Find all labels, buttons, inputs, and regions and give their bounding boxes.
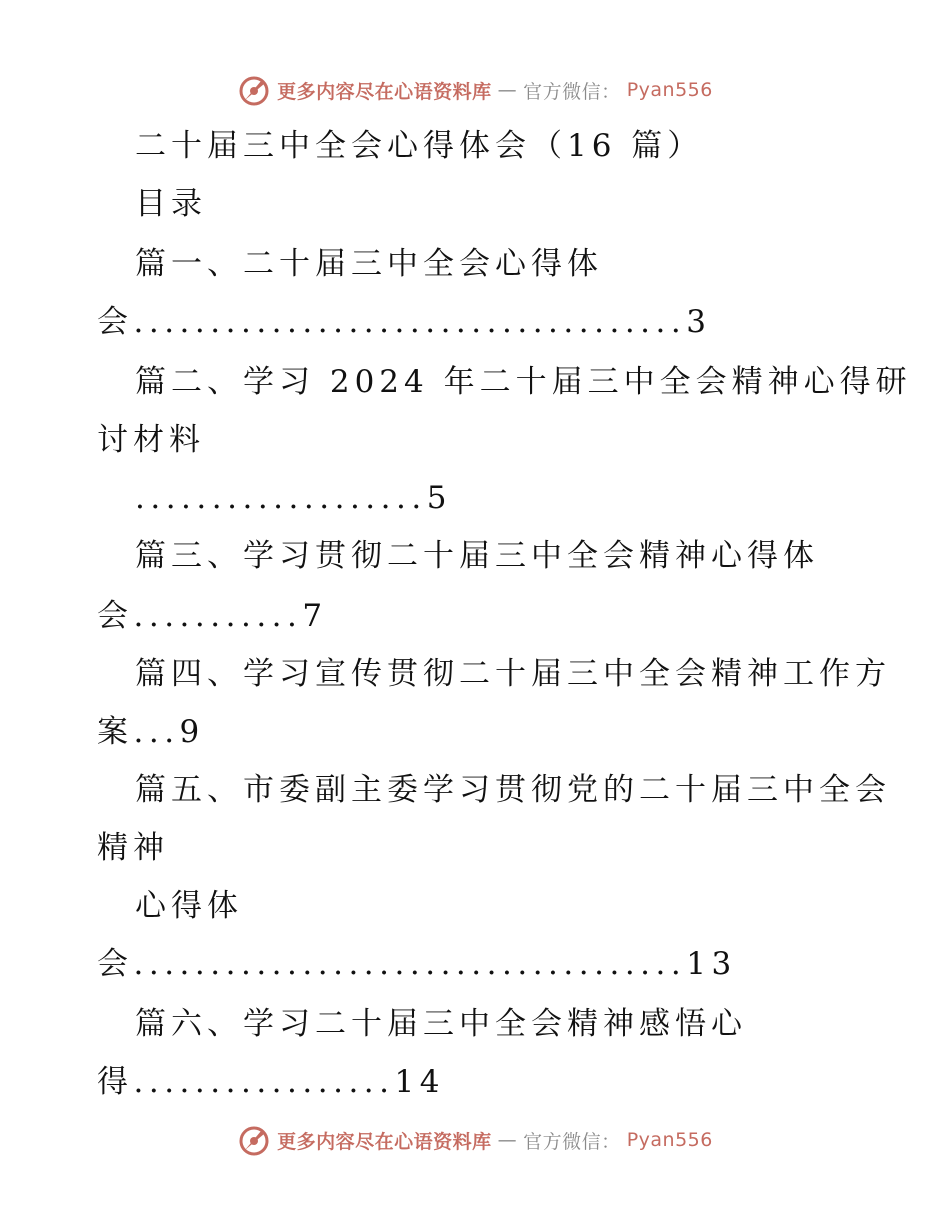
toc-entry-5-page[interactable]: 会....................................13 bbox=[97, 946, 737, 982]
toc-entry-2-title-cont[interactable]: 讨材料 bbox=[97, 422, 205, 458]
toc-entry-2-title[interactable]: 篇二、学习 2024 年二十届三中全会精神心得研 bbox=[135, 364, 912, 400]
toc-entry-3-title[interactable]: 篇三、学习贯彻二十届三中全会精神心得体 bbox=[135, 538, 819, 574]
toc-entry-1-title[interactable]: 篇一、二十届三中全会心得体 bbox=[135, 246, 603, 282]
feather-pen-logo-icon bbox=[237, 1123, 271, 1157]
toc-heading: 目录 bbox=[135, 186, 207, 222]
document-title: 二十届三中全会心得体会（16 篇） bbox=[135, 128, 704, 164]
watermark-separator: — bbox=[497, 79, 518, 101]
watermark-wechat-id: Pyan556 bbox=[626, 79, 713, 101]
watermark-site-name: 更多内容尽在心语资料库 bbox=[277, 80, 492, 103]
header-watermark bbox=[0, 70, 950, 110]
toc-entry-2-page[interactable]: ...................5 bbox=[135, 480, 452, 516]
toc-entry-3-page[interactable]: 会...........7 bbox=[97, 598, 328, 634]
toc-entry-4-title[interactable]: 篇四、学习宣传贯彻二十届三中全会精神工作方 bbox=[135, 656, 891, 692]
toc-entry-5-title-cont[interactable]: 精神 bbox=[97, 830, 169, 866]
toc-entry-6-title[interactable]: 篇六、学习二十届三中全会精神感悟心 bbox=[135, 1006, 747, 1042]
watermark-site-name: 更多内容尽在心语资料库 bbox=[277, 1130, 492, 1153]
watermark-wechat-label: 官方微信： bbox=[523, 80, 621, 103]
footer-watermark bbox=[0, 1120, 950, 1160]
feather-pen-logo-icon bbox=[237, 73, 271, 107]
toc-entry-4-page[interactable]: 案...9 bbox=[97, 714, 205, 750]
watermark-separator: — bbox=[497, 1129, 518, 1151]
toc-entry-6-page[interactable]: 得.................14 bbox=[97, 1064, 445, 1100]
toc-entry-5-title-cont2[interactable]: 心得体 bbox=[135, 888, 243, 924]
watermark-wechat-label: 官方微信： bbox=[523, 1130, 621, 1153]
toc-entry-1-page[interactable]: 会....................................3 bbox=[97, 304, 712, 340]
toc-entry-5-title[interactable]: 篇五、市委副主委学习贯彻党的二十届三中全会 bbox=[135, 772, 891, 808]
watermark-wechat-id: Pyan556 bbox=[626, 1129, 713, 1151]
